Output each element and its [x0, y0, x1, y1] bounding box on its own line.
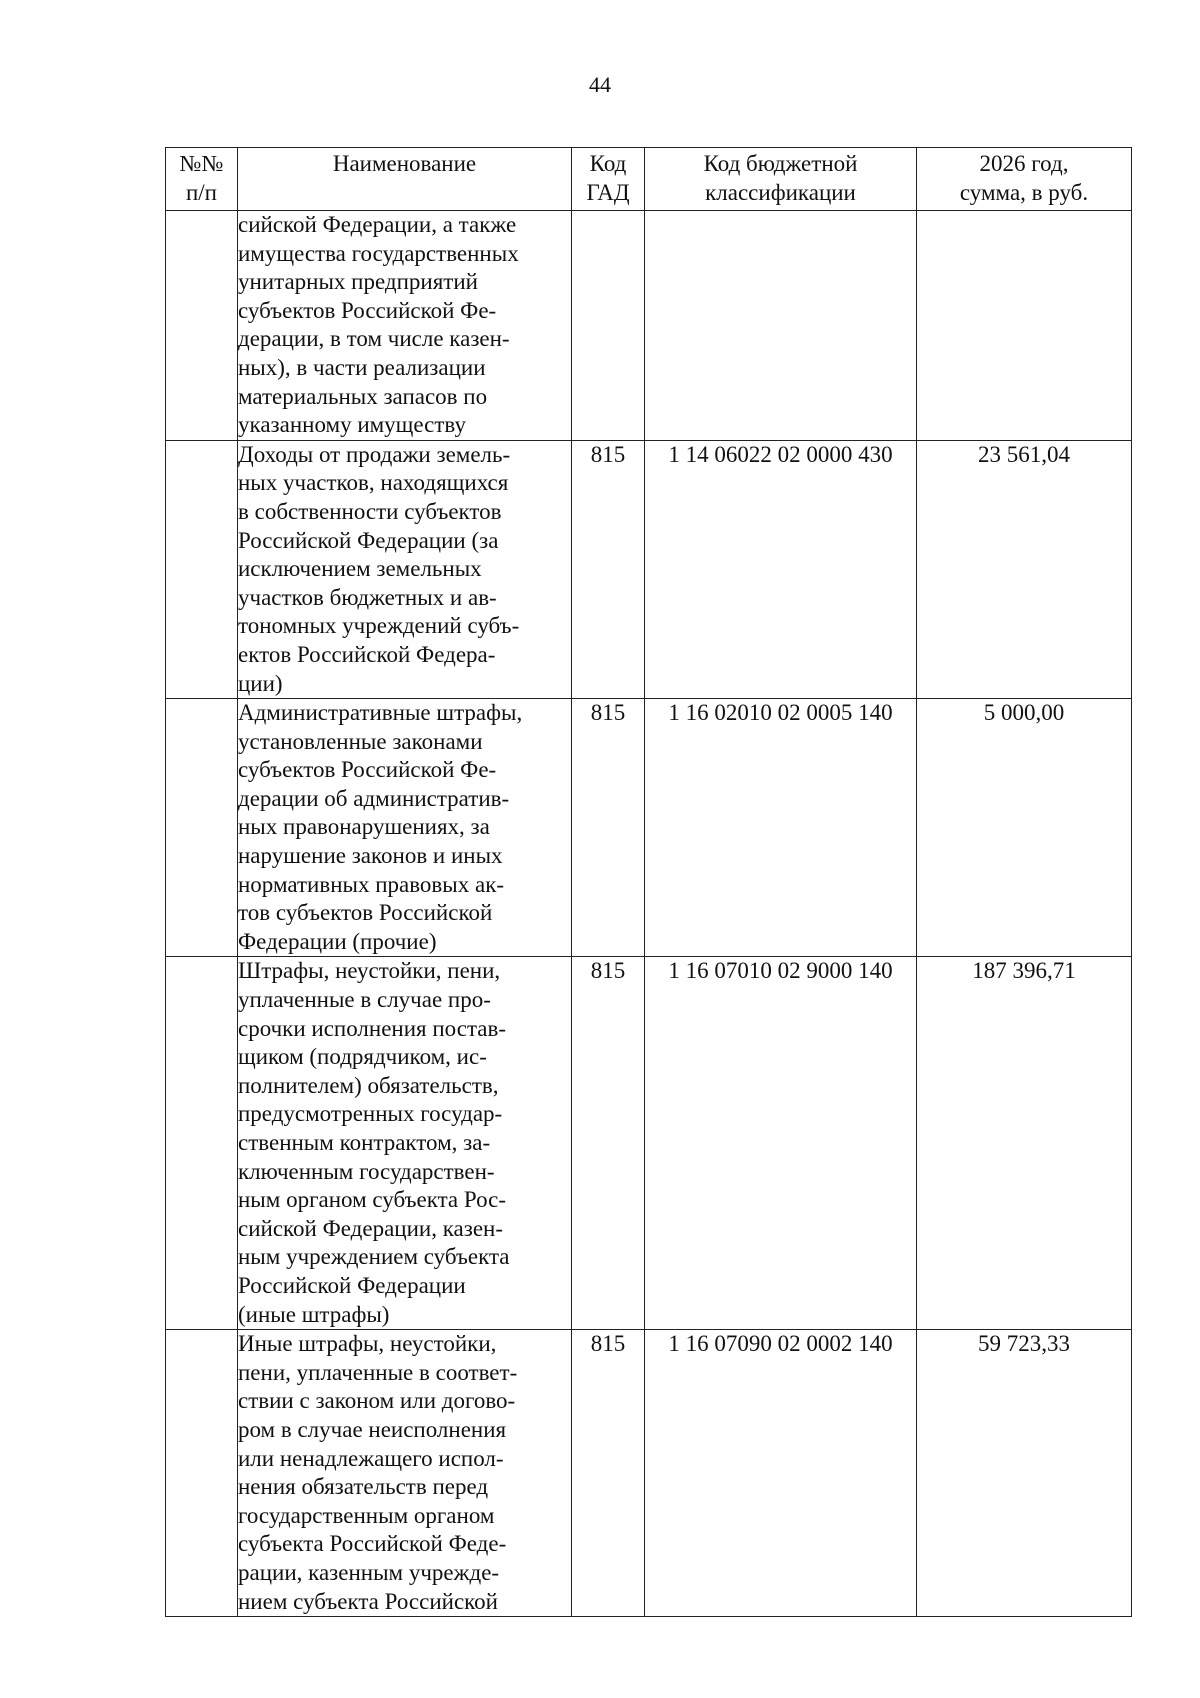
name-cell: [238, 1330, 572, 1617]
table-body: [166, 211, 1132, 1617]
gad-code-cell: 815: [572, 957, 645, 1330]
name-line: установленные законами: [238, 728, 483, 754]
name-line: государственным органом: [238, 1502, 495, 1528]
name-line: ных участков, находящихся: [238, 470, 509, 496]
budget-code-cell: 1 14 06022 02 0000 430: [645, 440, 917, 698]
name-line: имущества государственных: [238, 240, 519, 266]
row-number-cell: [166, 211, 238, 441]
name-line: тономных учреждений субъ-: [238, 613, 520, 639]
name-line: Иные штрафы, неустойки,: [238, 1331, 497, 1357]
name-line: ным органом субъекта Рос-: [238, 1187, 507, 1213]
name-line: унитарных предприятий: [238, 269, 478, 295]
header-name: Наименование: [238, 148, 572, 211]
name-line: рации, казенным учрежде-: [238, 1559, 500, 1585]
name-line: субъекта Российской Феде-: [238, 1531, 507, 1557]
name-cell: [238, 699, 572, 957]
name-line: Штрафы, неустойки, пени,: [238, 958, 501, 984]
row-number-cell: [166, 440, 238, 698]
name-line: материальных запасов по: [238, 383, 488, 409]
name-line: субъектов Российской Фе-: [238, 757, 497, 783]
name-line: нием субъекта Российской: [238, 1588, 498, 1614]
gad-code-cell: 815: [572, 1330, 645, 1617]
budget-revenue-table: [165, 147, 1132, 1617]
budget-code-cell: 1 16 07090 02 0002 140: [645, 1330, 917, 1617]
name-line: нарушение законов и иных: [238, 843, 503, 869]
header-gad-code: Код ГАД: [572, 148, 645, 211]
row-number-cell: [166, 957, 238, 1330]
name-line: или ненадлежащего испол-: [238, 1445, 504, 1471]
table-row: [166, 699, 1132, 957]
gad-code-cell: 815: [572, 699, 645, 957]
header-amount-2026: 2026 год, сумма, в руб.: [917, 148, 1132, 211]
gad-code-cell: [572, 211, 645, 441]
header-budget-classification-code: Код бюджетной классификации: [645, 148, 917, 211]
table-row: [166, 440, 1132, 698]
row-number-cell: [166, 699, 238, 957]
name-line: Доходы от продажи земель-: [238, 441, 511, 467]
table-row: [166, 1330, 1132, 1617]
name-line: Российской Федерации: [238, 1272, 466, 1298]
amount-cell: 5 000,00: [917, 699, 1132, 957]
name-line: нормативных правовых ак-: [238, 871, 505, 897]
name-line: ром в случае неисполнения: [238, 1416, 507, 1442]
name-line: Федерации (прочие): [238, 928, 437, 954]
name-line: ных), в части реализации: [238, 354, 486, 380]
budget-code-cell: 1 16 02010 02 0005 140: [645, 699, 917, 957]
name-line: субъектов Российской Фе-: [238, 297, 497, 323]
name-line: Российской Федерации (за: [238, 527, 499, 553]
amount-cell: 59 723,33: [917, 1330, 1132, 1617]
name-line: нения обязательств перед: [238, 1474, 489, 1500]
name-cell: [238, 440, 572, 698]
name-line: полнителем) обязательств,: [238, 1072, 499, 1098]
name-line: (иные штрафы): [238, 1301, 390, 1327]
gad-code-cell: 815: [572, 440, 645, 698]
name-line: указанному имуществу: [238, 412, 467, 438]
name-cell: [238, 211, 572, 441]
table-header-row: [166, 148, 1132, 211]
budget-code-cell: 1 16 07010 02 9000 140: [645, 957, 917, 1330]
header-row-number: №№ п/п: [166, 148, 238, 211]
name-line: предусмотренных государ-: [238, 1101, 503, 1127]
name-line: ственным контрактом, за-: [238, 1130, 491, 1155]
name-line: в собственности субъектов: [238, 498, 502, 524]
amount-cell: [917, 211, 1132, 441]
name-line: исключением земельных: [238, 556, 482, 582]
name-line: срочки исполнения постав-: [238, 1015, 507, 1041]
name-line: ным учреждением субъекта: [238, 1244, 510, 1270]
name-line: Административные штрафы,: [238, 700, 523, 726]
name-line: ции): [238, 670, 283, 696]
page-number: 44: [589, 72, 611, 97]
name-line: сийской Федерации, а также: [238, 212, 517, 237]
name-line: уплаченные в случае про-: [238, 987, 491, 1013]
name-line: ектов Российской Федера-: [238, 641, 496, 667]
amount-cell: 187 396,71: [917, 957, 1132, 1330]
row-number-cell: [166, 1330, 238, 1617]
name-line: щиком (подрядчиком, ис-: [238, 1044, 487, 1070]
name-line: ключенным государствен-: [238, 1158, 495, 1184]
table-row: [166, 957, 1132, 1330]
name-line: дерации об административ-: [238, 785, 510, 811]
budget-code-cell: [645, 211, 917, 441]
name-line: тов субъектов Российской: [238, 900, 493, 926]
name-line: участков бюджетных и ав-: [238, 584, 497, 610]
name-line: ствии с законом или догово-: [238, 1388, 516, 1414]
table-row: [166, 211, 1132, 441]
name-line: сийской Федерации, казен-: [238, 1215, 504, 1241]
name-line: пени, уплаченные в соответ-: [238, 1359, 518, 1385]
amount-cell: 23 561,04: [917, 440, 1132, 698]
name-cell: [238, 957, 572, 1330]
name-line: дерации, в том числе казен-: [238, 326, 510, 352]
name-line: ных правонарушениях, за: [238, 814, 490, 840]
